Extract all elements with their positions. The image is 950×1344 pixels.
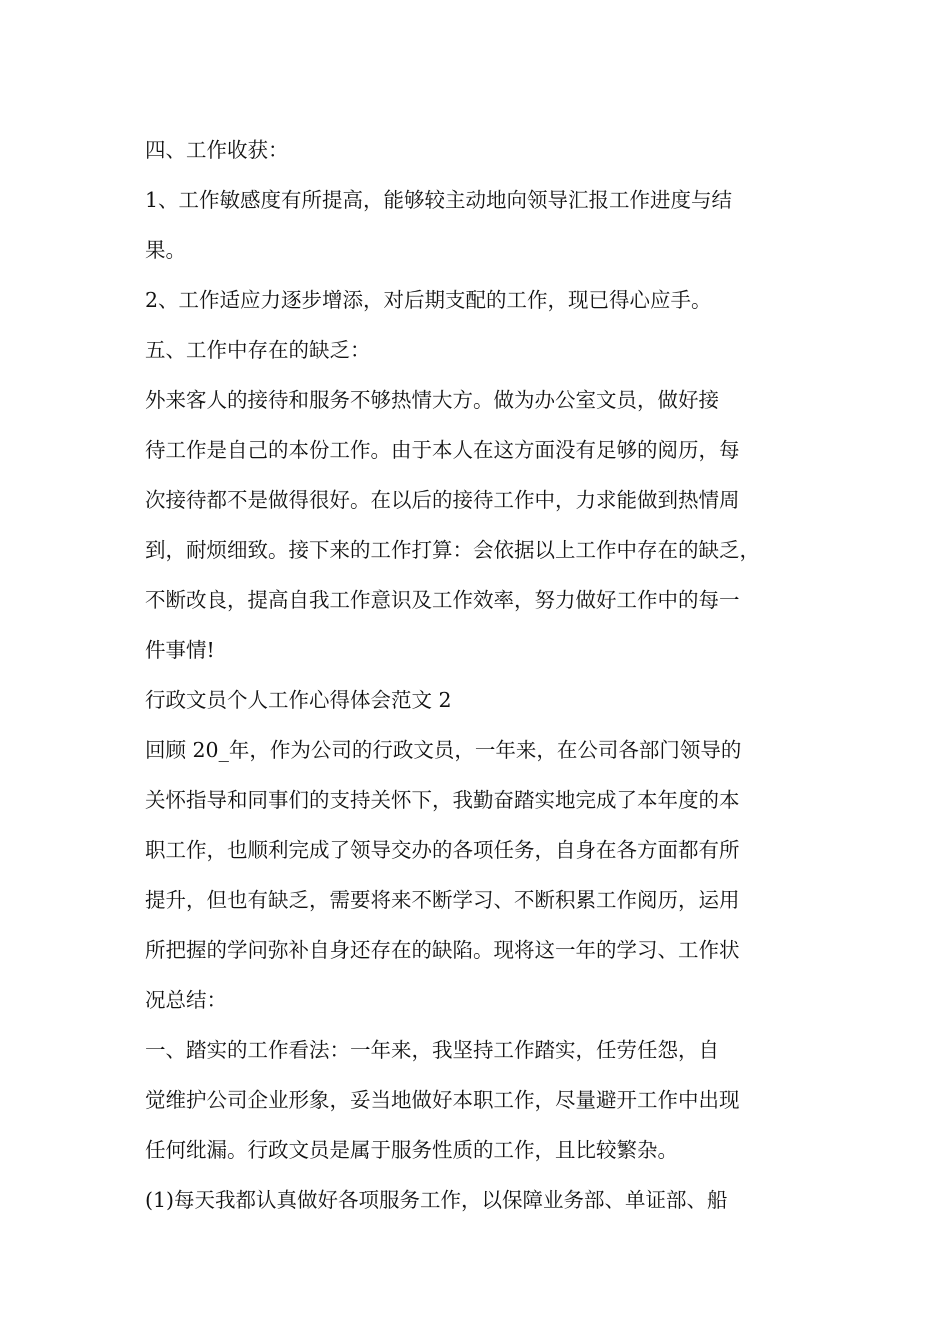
paragraph-line: 况总结： [145, 988, 227, 1012]
paragraph-line: 不断改良，提高自我工作意识及工作效率，努力做好工作中的每一 [145, 588, 740, 612]
section-heading-shortcomings: 五、工作中存在的缺乏： [145, 338, 371, 362]
paragraph-line: (1)每天我都认真做好各项服务工作，以保障业务部、单证部、船 [145, 1188, 728, 1212]
section-heading-attitude: 一、踏实的工作看法：一年来，我坚持工作踏实，任劳任怨，自 [145, 1038, 719, 1062]
paragraph-line: 觉维护公司企业形象，妥当地做好本职工作，尽量避开工作中出现 [145, 1088, 740, 1112]
paragraph-line: 职工作，也顺利完成了领导交办的各项任务，自身在各方面都有所 [145, 838, 740, 862]
paragraph-line: 2、工作适应力逐步增添，对后期支配的工作，现已得心应手。 [145, 288, 712, 312]
paragraph-line: 件事情! [145, 638, 215, 662]
paragraph-line: 果。 [145, 238, 186, 262]
section-heading-gains: 四、工作收获： [145, 138, 289, 162]
paragraph-line: 提升，但也有缺乏，需要将来不断学习、不断积累工作阅历，运用 [145, 888, 740, 912]
paragraph-line: 1、工作敏感度有所提高，能够较主动地向领导汇报工作进度与结 [145, 188, 733, 212]
paragraph-line: 所把握的学问弥补自身还存在的缺陷。现将这一年的学习、工作状 [145, 938, 740, 962]
paragraph-line: 关怀指导和同事们的支持关怀下，我勤奋踏实地完成了本年度的本 [145, 788, 740, 812]
paragraph-line: 回顾 20_年，作为公司的行政文员，一年来，在公司各部门领导的 [145, 738, 742, 762]
paragraph-line: 次接待都不是做得很好。在以后的接待工作中，力求能做到热情周 [145, 488, 740, 512]
paragraph-line: 待工作是自己的本份工作。由于本人在这方面没有足够的阅历，每 [145, 438, 740, 462]
paragraph-line: 任何纰漏。行政文员是属于服务性质的工作，且比较繁杂。 [145, 1138, 678, 1162]
paragraph-line: 到，耐烦细致。接下来的工作打算：会依据以上工作中存在的缺乏， [145, 538, 760, 562]
article-title: 行政文员个人工作心得体会范文 2 [145, 688, 452, 712]
paragraph-line: 外来客人的接待和服务不够热情大方。做为办公室文员，做好接 [145, 388, 719, 412]
